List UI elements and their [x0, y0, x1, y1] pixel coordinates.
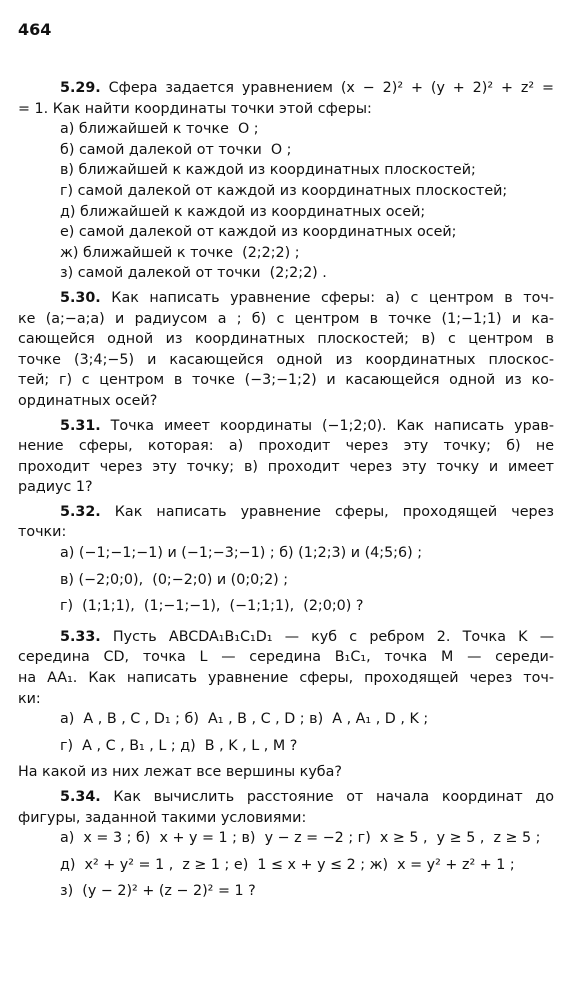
problem-5-30 — [18, 288, 554, 412]
problem-item — [18, 736, 554, 757]
problem-item — [18, 881, 554, 902]
problem-heading-line — [18, 627, 554, 648]
problem-text: д) x² + y² = 1 , z ≥ 1 ; е) 1 ≤ x + y ≤ 2 ; ж) x = y² + z² + 1 ; — [60, 856, 515, 873]
problem-text: фигуры, заданной такими условиями: — [18, 809, 307, 826]
problem-text: точке (3;4;−5) и касающейся одной из координатных плоскос- — [18, 351, 554, 368]
problem-item — [18, 181, 554, 202]
problem-text-line — [18, 391, 554, 412]
problem-text: сающейся одной из координатных плоскостей; в) с центром в — [18, 331, 554, 348]
problem-text: з) (y − 2)² + (z − 2)² = 1 ? — [60, 883, 256, 900]
problem-text-line — [18, 370, 554, 391]
problem-item — [18, 855, 554, 876]
problem-number: 5.32. — [60, 503, 101, 520]
problem-text: точки: — [18, 524, 67, 541]
problem-item — [18, 543, 554, 564]
problem-item — [18, 243, 554, 264]
problem-item — [18, 570, 554, 591]
problem-5-34 — [18, 787, 554, 908]
problem-text: Как написать уравнение сферы: а) с центром в точ- — [100, 289, 554, 306]
problem-item — [18, 222, 554, 243]
problem-text: в) ближайшей к каждой из координатных плоскостей; — [60, 162, 476, 179]
problem-text: б) самой далекой от точки O ; — [60, 141, 292, 158]
problem-number: 5.29. — [60, 80, 101, 96]
problem-text: ке (a;−a;a) и радиусом a ; б) с центром в точке (1;−1;1) и ка- — [18, 310, 554, 327]
problem-5-33 — [18, 627, 554, 783]
problem-item — [18, 828, 554, 849]
problem-text: тей; г) с центром в точке (−3;−1;2) и касающейся одной из ко- — [18, 372, 554, 389]
problem-number: 5.34. — [60, 789, 101, 805]
problem-text: Сфера задается уравнением (x − 2)² + (y + 2)² + z² = — [100, 80, 554, 96]
problem-text: нение сферы, которая: а) проходит через эту точку; б) не — [18, 438, 554, 455]
problem-text-line — [18, 350, 554, 371]
problem-heading-line — [18, 787, 554, 808]
problem-item — [18, 160, 554, 181]
problem-text: Точка имеет координаты (−1;2;0). Как написать урав- — [100, 417, 554, 434]
problem-number: 5.30. — [60, 289, 101, 306]
problem-item — [18, 119, 554, 140]
problem-text-line — [18, 99, 554, 120]
problem-text: Пусть ABCDA₁B₁C₁D₁ — куб с ребром 2. Точка K — — [100, 628, 554, 645]
problem-item — [18, 263, 554, 284]
problem-heading-line — [18, 78, 554, 99]
problem-text: а) ближайшей к точке O ; — [60, 121, 259, 138]
problem-text: = 1. Как найти координаты точки этой сферы: — [18, 100, 372, 117]
problem-text: а) x = 3 ; б) x + y = 1 ; в) y − z = −2 ; г) x ≥ 5 , y ≥ 5 , z ≥ 5 ; — [60, 830, 541, 847]
problem-text-line — [18, 329, 554, 350]
page-number: 464 — [18, 20, 52, 39]
problem-text-line — [18, 808, 554, 829]
problem-text-line — [18, 762, 554, 783]
problem-list — [18, 78, 554, 908]
problem-text: проходит через эту точку; в) проходит через эту точку и имеет — [18, 458, 554, 475]
problem-heading-line — [18, 288, 554, 309]
problem-text-line — [18, 477, 554, 498]
problem-text-line — [18, 522, 554, 543]
problem-5-32 — [18, 502, 554, 623]
problem-text: д) ближайшей к каждой из координатных осей; — [60, 203, 426, 220]
problem-text: г) (1;1;1), (1;−1;−1), (−1;1;1), (2;0;0) ? — [60, 598, 364, 615]
problem-text: Как написать уравнение сферы, проходящей через — [100, 503, 554, 520]
problem-5-31 — [18, 416, 554, 498]
problem-text: ки: — [18, 690, 41, 707]
problem-text: в) (−2;0;0), (0;−2;0) и (0;0;2) ; — [60, 571, 289, 588]
problem-item — [18, 140, 554, 161]
problem-text: г) самой далекой от каждой из координатных плоскостей; — [60, 182, 508, 199]
problem-text: е) самой далекой от каждой из координатных осей; — [60, 224, 457, 241]
problem-text: а) (−1;−1;−1) и (−1;−3;−1) ; б) (1;2;3) и (4;5;6) ; — [60, 545, 423, 562]
problem-text: ж) ближайшей к точке (2;2;2) ; — [60, 244, 300, 261]
problem-text-line — [18, 689, 554, 710]
problem-text: г) A , C , B₁ , L ; д) B , K , L , M ? — [60, 737, 298, 754]
problem-text: з) самой далекой от точки (2;2;2) . — [60, 265, 327, 282]
problem-text: ординатных осей? — [18, 392, 158, 409]
problem-item — [18, 596, 554, 617]
problem-text: середина CD, точка L — середина B₁C₁, точка M — середи- — [18, 649, 554, 666]
problem-text: а) A , B , C , D₁ ; б) A₁ , B , C , D ; в) A , A₁ , D , K ; — [60, 711, 429, 728]
problem-text: На какой из них лежат все вершины куба? — [18, 764, 342, 781]
problem-number: 5.33. — [60, 628, 101, 645]
problem-text-line — [18, 436, 554, 457]
problem-text-line — [18, 647, 554, 668]
problem-text-line — [18, 668, 554, 689]
problem-text: на AA₁. Как написать уравнение сферы, проходящей через точ- — [18, 670, 554, 687]
problem-item — [18, 709, 554, 730]
problem-5-29 — [18, 78, 554, 284]
problem-text: радиус 1? — [18, 479, 93, 496]
item-gap — [18, 902, 554, 908]
problem-text-line — [18, 457, 554, 478]
problem-heading-line — [18, 502, 554, 523]
problem-item — [18, 202, 554, 223]
problem-text: Как вычислить расстояние от начала координат до — [100, 789, 554, 805]
problem-heading-line — [18, 416, 554, 437]
problem-number: 5.31. — [60, 417, 101, 434]
problem-text-line — [18, 309, 554, 330]
